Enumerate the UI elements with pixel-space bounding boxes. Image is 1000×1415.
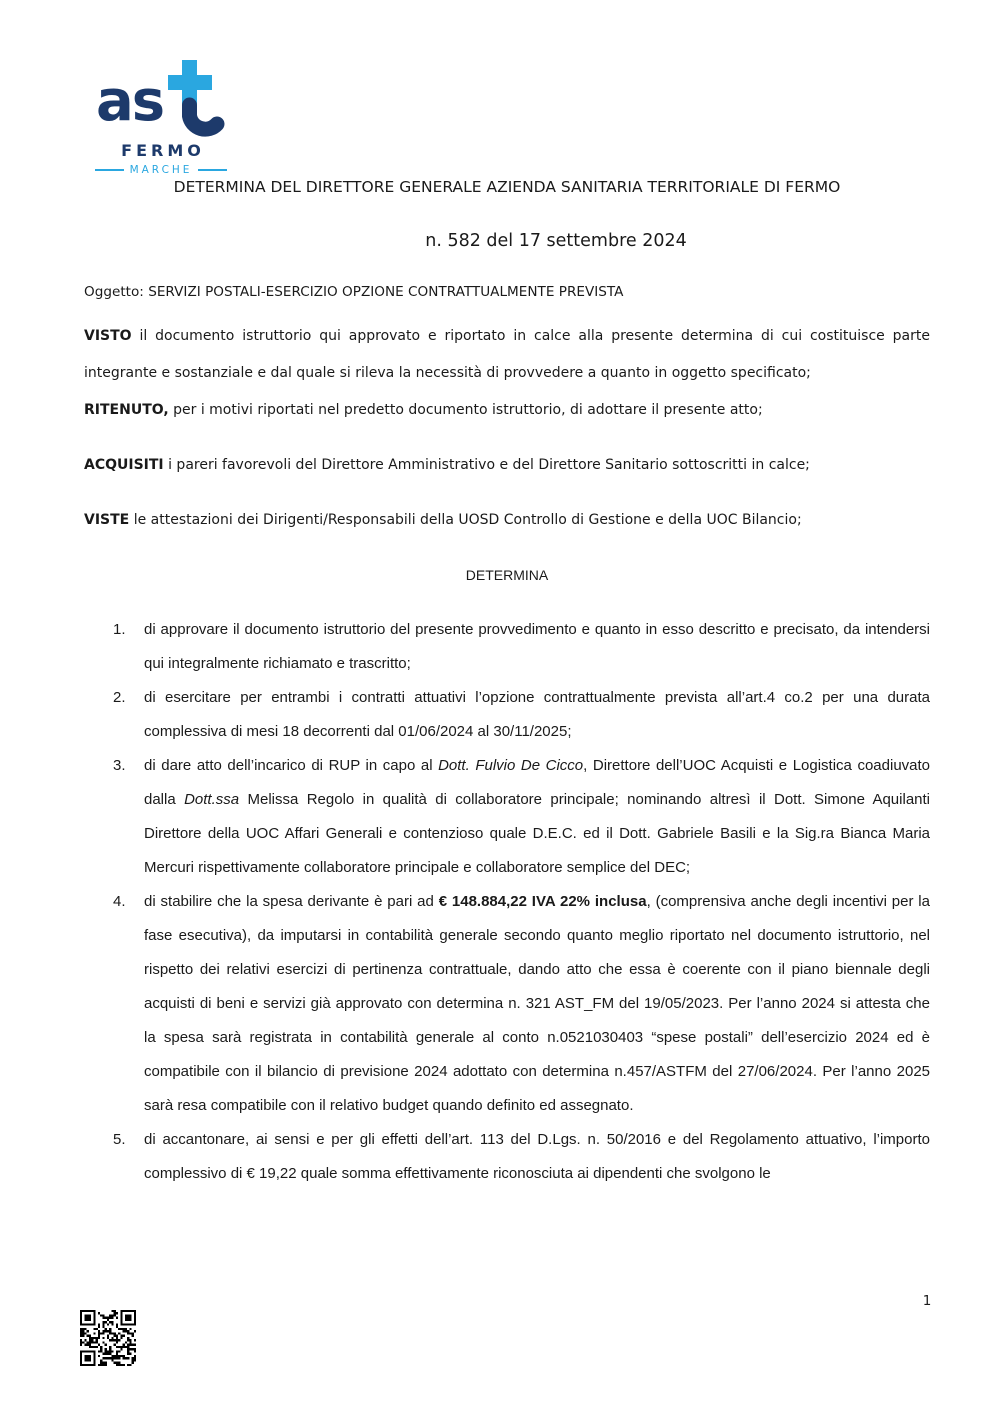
document-title: DETERMINA DEL DIRETTORE GENERALE AZIENDA SANITARIA TERRITORIALE DI FERMO [173,178,841,196]
recital-ritenuto [84,392,930,429]
recital-viste [84,502,930,539]
recital-lead: VISTO [84,328,132,344]
document-body [84,0,930,1191]
page-number: 1 [922,1293,932,1309]
recital-lead: ACQUISITI [84,457,164,473]
determination-item: di esercitare per entrambi i contratti attuativi l’opzione contrattualmente prevista all’art.4 co.2 per una durata complessiva di mesi 18 decorrenti dal 01/06/2024 al 30/11/2025; [144,689,930,740]
qr-code [80,1310,136,1366]
recital-acquisiti [84,447,930,484]
determination-item: di accantonare, ai sensi e per gli effetti dell’art. 113 del D.Lgs. n. 50/2016 e del Regolamento attuativo, l’importo complessivo di € 19,22 quale somma effettivamente riconosciuta ai dipendenti che svolgono le [144,1131,930,1182]
determination-item: di dare atto dell’incarico di RUP in capo al Dott. Fulvio De Cicco, Direttore dell’UOC Acquisti e Logistica coadiuvato dalla Dott.ssa Melissa Regolo in qualità di collaboratore principale; nominando altresì il Dott. Simone Aquilanti Direttore della UOC Affari Generali e contenzioso quale D.E.C. ed il Dott. Gabriele Basili e la Sig.ra Bianca Maria Mercuri rispettivamente collaboratore principale e collaboratore semplice del DEC; [144,757,931,876]
subject-label: Oggetto: [84,284,144,300]
recital-lead: VISTE [84,512,130,528]
recital-text: per i motivi riportati nel predetto documento istruttorio, di adottare il presente atto; [168,402,763,418]
recital-text: il documento istruttorio qui approvato e riportato in calce alla presente determina di cui costituisce parte integrante e sostanziale e dal quale si rileva la necessità di provvedere a quanto in oggetto specificato; [84,328,930,381]
recital-text: le attestazioni dei Dirigenti/Responsabili della UOSD Controllo di Gestione e della UOC Bilancio; [129,512,802,528]
logo-city-label: FERMO [121,141,205,160]
logo-letters-as: as [96,69,164,134]
subject-line [84,282,930,302]
recital-text: i pareri favorevoli del Direttore Amministrativo e del Direttore Sanitario sottoscritti in calce; [163,457,810,473]
determination-items [84,613,930,1191]
subject-text: SERVIZI POSTALI-ESERCIZIO OPZIONE CONTRATTUALMENTE PREVISTA [143,284,624,300]
determina-heading: DETERMINA [465,567,549,583]
logo-region-label: MARCHE [129,164,193,176]
recitals-section [84,318,930,539]
determination-item: di approvare il documento istruttorio del presente provvedimento e quanto in esso descritto e precisato, da intendersi qui integralmente richiamato e trascritto; [144,621,930,672]
document-number-date: n. 582 del 17 settembre 2024 [425,231,687,251]
recital-lead: RITENUTO, [84,402,169,418]
determination-item: di stabilire che la spesa derivante è pari ad € 148.884,22 IVA 22% inclusa, (comprensiva anche degli incentivi per la fase esecutiva), da imputarsi in contabilità generale secondo quanto meglio riportato nel documento istruttorio, nel rispetto dei relativi esercizi di pertinenza contrattuale, dando atto che essa è coerente con il piano biennale degli acquisti di beni e servizi già approvato con determina n. 321 AST_FM del 19/05/2023. Per l’anno 2024 si attesta che la spesa sarà registrata in contabilità generale al conto n.0521030403 “spese postali” dell’esercizio 2024 ed è compatibile con il bilancio di previsione 2024 adottato con determina n.457/ASTFM del 27/06/2024. Per l’anno 2025 sarà resa compatibile con il relativo budget quando definito ed assegnato. [144,893,930,1114]
recital-visto [84,318,930,392]
